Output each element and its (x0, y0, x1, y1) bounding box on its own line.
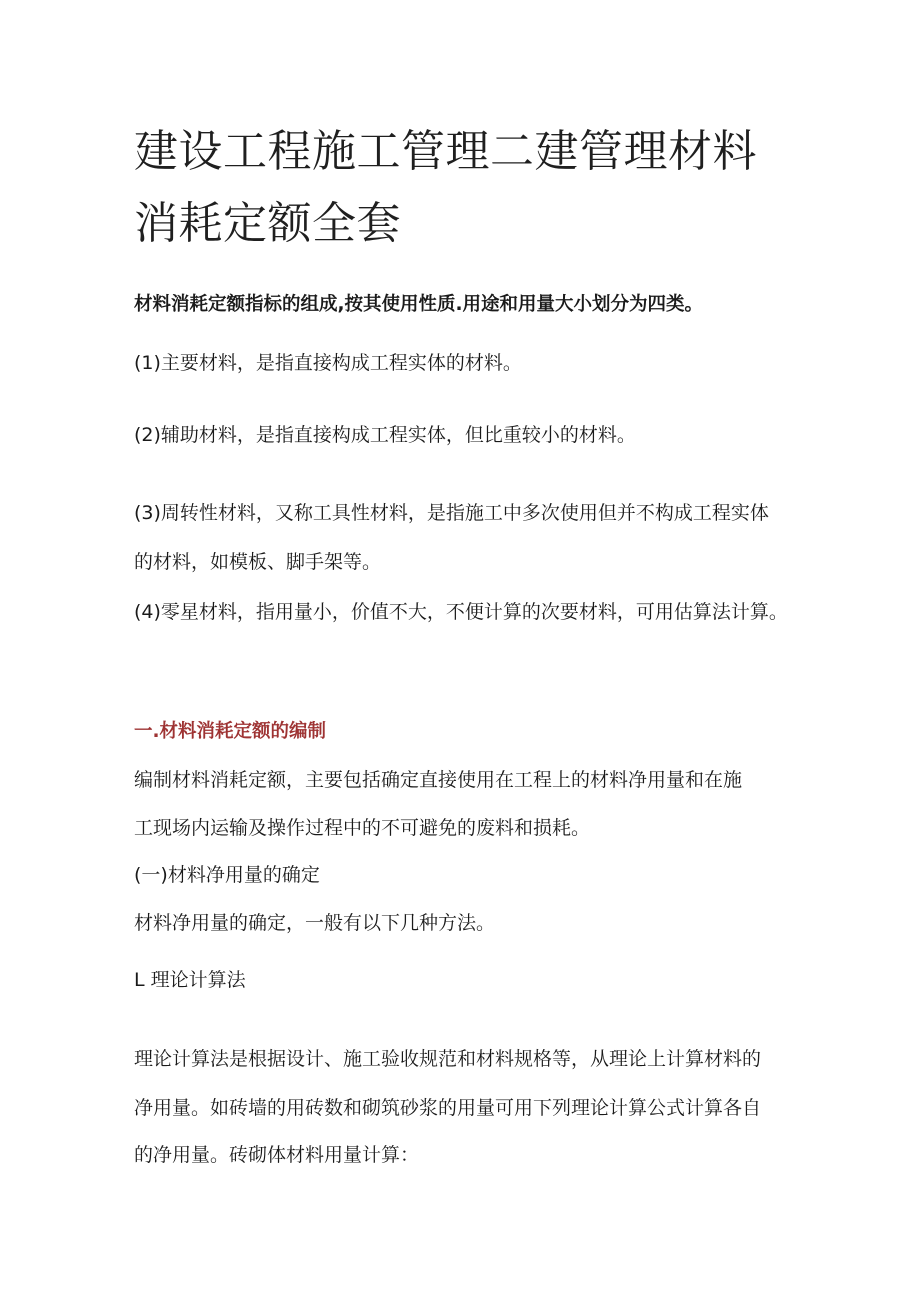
paragraph-line: 工现场内运输及操作过程中的不可避免的废料和损耗。 (134, 817, 591, 839)
list-item: (2)辅助材料，是指直接构成工程实体，但比重较小的材料。 (134, 424, 636, 446)
list-item: (3)周转性材料，又称工具性材料，是指施工中多次使用但并不构成工程实体 (134, 502, 769, 524)
list-item-continued: 的材料，如模板、脚手架等。 (134, 551, 382, 573)
paragraph-line: 的净用量。砖砌体材料用量计算： (134, 1144, 420, 1166)
paragraph-line: 编制材料消耗定额，主要包括确定直接使用在工程上的材料净用量和在施 (134, 769, 743, 791)
paragraph-line: 材料净用量的确定，一般有以下几种方法。 (134, 912, 496, 934)
list-item: (4)零星材料，指用量小，价值不大，不便计算的次要材料，可用估算法计算。 (134, 601, 788, 623)
method-heading: L 理论计算法 (134, 969, 246, 991)
intro-bold-text: 材料消耗定额指标的组成,按其使用性质.用途和用量大小划分为四类。 (134, 294, 704, 315)
document-title: 建设工程施工管理二建管理材料消耗定额全套 (134, 126, 757, 249)
section-heading: 一.材料消耗定额的编制 (134, 721, 327, 742)
paragraph-line: 理论计算法是根据设计、施工验收规范和材料规格等，从理论上计算材料的 (134, 1048, 762, 1070)
subheading: (一)材料净用量的确定 (134, 864, 320, 886)
list-item: (1)主要材料，是指直接构成工程实体的材料。 (134, 352, 522, 374)
paragraph-line: 净用量。如砖墙的用砖数和砌筑砂浆的用量可用下列理论计算公式计算各自 (134, 1097, 762, 1119)
